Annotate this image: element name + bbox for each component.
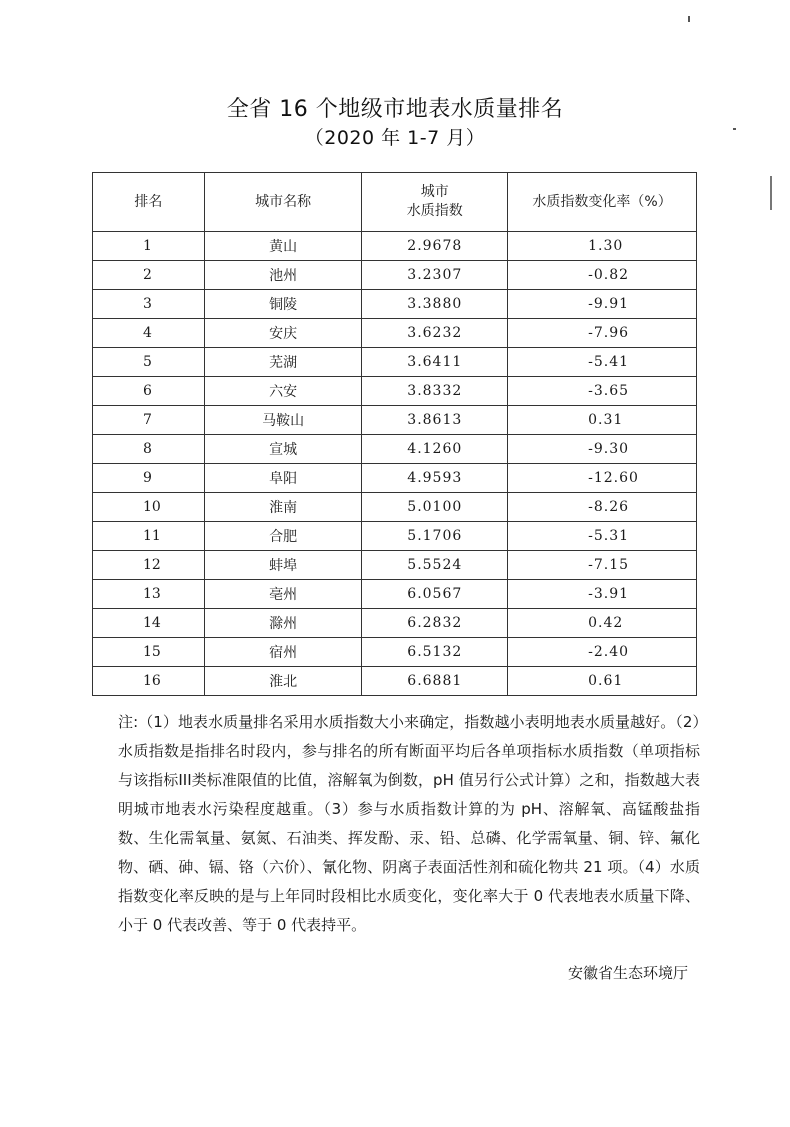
table-row: [93, 493, 697, 522]
header-index-line1: 城市: [420, 184, 449, 200]
table-row: [93, 377, 697, 406]
change-rate-cell: 0.61: [508, 667, 697, 696]
city-cell: 蚌埠: [204, 551, 362, 580]
water-index-cell: 6.0567: [362, 580, 508, 609]
change-rate-cell: -0.82: [508, 261, 697, 290]
header-city: 城市名称: [204, 173, 362, 232]
water-index-cell: 6.5132: [362, 638, 508, 667]
rank-cell: 16: [93, 667, 205, 696]
city-cell: 亳州: [204, 580, 362, 609]
page-title: 全省 16 个地级市地表水质量排名: [226, 97, 564, 122]
water-index-cell: 3.2307: [362, 261, 508, 290]
change-rate-cell: -7.96: [508, 319, 697, 348]
city-cell: 安庆: [204, 319, 362, 348]
water-index-cell: 4.9593: [362, 464, 508, 493]
city-cell: 滁州: [204, 609, 362, 638]
table-row: [93, 232, 697, 261]
rank-cell: 4: [93, 319, 205, 348]
water-index-cell: 2.9678: [362, 232, 508, 261]
city-cell: 黄山: [204, 232, 362, 261]
issuer-signature: 安徽省生态环境厅: [567, 964, 688, 982]
water-index-cell: 6.6881: [362, 667, 508, 696]
header-change: 水质指数变化率（%）: [508, 173, 697, 232]
change-rate-cell: -2.40: [508, 638, 697, 667]
table-row: [93, 464, 697, 493]
table-row: [93, 551, 697, 580]
rank-cell: 9: [93, 464, 205, 493]
change-rate-cell: -5.41: [508, 348, 697, 377]
rank-cell: 2: [93, 261, 205, 290]
water-index-cell: 5.5524: [362, 551, 508, 580]
water-index-cell: 4.1260: [362, 435, 508, 464]
change-rate-cell: -12.60: [508, 464, 697, 493]
header-index: [362, 173, 508, 232]
table-row: [93, 435, 697, 464]
change-rate-cell: -7.15: [508, 551, 697, 580]
water-index-cell: 3.8332: [362, 377, 508, 406]
rank-cell: 10: [93, 493, 205, 522]
rank-cell: 8: [93, 435, 205, 464]
scan-speck: [733, 128, 736, 130]
rank-cell: 12: [93, 551, 205, 580]
city-cell: 马鞍山: [204, 406, 362, 435]
city-cell: 池州: [204, 261, 362, 290]
footnote: 注:（1）地表水质量排名采用水质指数大小来确定，指数越小表明地表水质量越好。（2）水质指数是指排名时段内，参与排名的所有断面平均后各单项指标水质指数（单项指标与该指标III类标准限值的比值，溶解氧为倒数，pH 值另行公式计算）之和，指数越大表明城市地表水污染程度越重。（3）参与水质指数计算的为 pH、溶解氧、高锰酸盐指数、生化需氧量、氨氮、石油类、挥发酚、汞、铅、总磷、化学需氧量、铜、锌、氟化物、硒、砷、镉、铬（六价）、氰化物、阴离子表面活性剂和硫化物共 21 项。（4）水质指数变化率反映的是与上年同时段相比水质变化，变化率大于 0 代表地表水质量下降、小于 0 代表改善、等于 0 代表持平。: [118, 713, 700, 934]
city-cell: 淮北: [204, 667, 362, 696]
change-rate-cell: -5.31: [508, 522, 697, 551]
rank-cell: 14: [93, 609, 205, 638]
change-rate-cell: -8.26: [508, 493, 697, 522]
city-cell: 六安: [204, 377, 362, 406]
change-rate-cell: -3.65: [508, 377, 697, 406]
table-body: [93, 232, 697, 696]
rank-cell: 13: [93, 580, 205, 609]
city-cell: 淮南: [204, 493, 362, 522]
table-row: [93, 290, 697, 319]
rank-cell: 15: [93, 638, 205, 667]
rank-cell: 11: [93, 522, 205, 551]
table-row: [93, 406, 697, 435]
table-row: [93, 667, 697, 696]
city-cell: 宣城: [204, 435, 362, 464]
water-index-cell: 3.6232: [362, 319, 508, 348]
change-rate-cell: 1.30: [508, 232, 697, 261]
scan-speck: [688, 16, 690, 22]
table-row: [93, 580, 697, 609]
table-row: [93, 609, 697, 638]
change-rate-cell: -9.30: [508, 435, 697, 464]
table-row: [93, 638, 697, 667]
change-rate-cell: 0.42: [508, 609, 697, 638]
rank-cell: 6: [93, 377, 205, 406]
table-row: [93, 261, 697, 290]
ranking-table: [92, 172, 697, 696]
change-rate-cell: 0.31: [508, 406, 697, 435]
rank-cell: 3: [93, 290, 205, 319]
water-index-cell: 5.1706: [362, 522, 508, 551]
water-index-cell: 6.2832: [362, 609, 508, 638]
change-rate-cell: -9.91: [508, 290, 697, 319]
page-subtitle: （2020 年 1-7 月）: [304, 127, 486, 149]
scan-speck: [770, 176, 772, 210]
table-row: [93, 522, 697, 551]
table-row: [93, 319, 697, 348]
city-cell: 宿州: [204, 638, 362, 667]
water-index-cell: 3.8613: [362, 406, 508, 435]
table-header-row: [93, 173, 697, 232]
rank-cell: 5: [93, 348, 205, 377]
table-row: [93, 348, 697, 377]
water-index-cell: 3.6411: [362, 348, 508, 377]
rank-cell: 1: [93, 232, 205, 261]
city-cell: 铜陵: [204, 290, 362, 319]
header-rank: 排名: [93, 173, 205, 232]
city-cell: 芜湖: [204, 348, 362, 377]
water-index-cell: 3.3880: [362, 290, 508, 319]
city-cell: 合肥: [204, 522, 362, 551]
city-cell: 阜阳: [204, 464, 362, 493]
change-rate-cell: -3.91: [508, 580, 697, 609]
header-index-line2: 水质指数: [406, 203, 463, 219]
water-index-cell: 5.0100: [362, 493, 508, 522]
rank-cell: 7: [93, 406, 205, 435]
